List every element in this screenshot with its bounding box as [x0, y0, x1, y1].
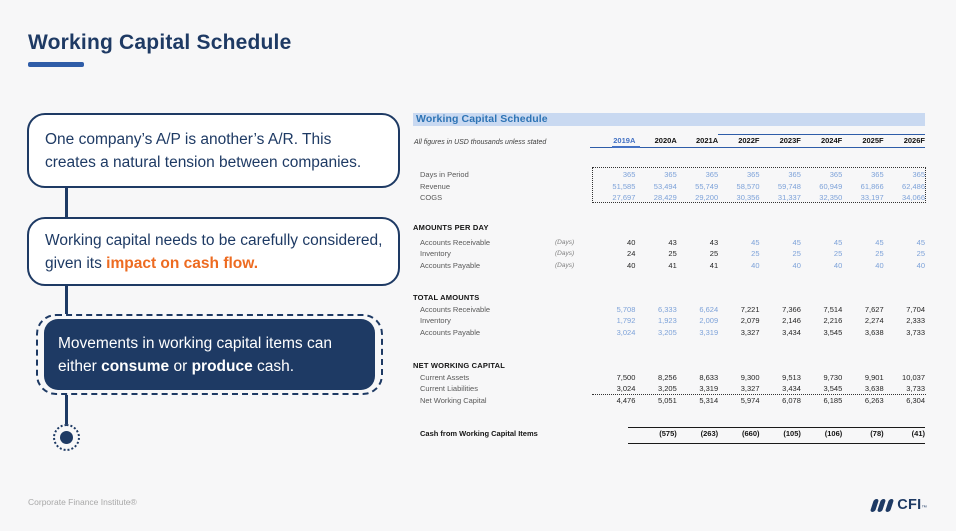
timeline-end-dot-icon	[60, 431, 73, 444]
year-header-row	[594, 135, 925, 146]
table-title: Working Capital Schedule	[413, 113, 925, 126]
value-cell: 365	[788, 170, 801, 180]
year-column-header: 2026F	[903, 136, 925, 145]
row-label: Inventory	[420, 249, 451, 259]
value-cell: (106)	[824, 428, 843, 438]
value-cell: 40	[875, 260, 884, 270]
table-row	[413, 292, 925, 303]
row-values	[594, 304, 925, 315]
connector-line	[65, 286, 68, 314]
value-cell: 41	[668, 260, 677, 270]
year-column-header: 2025F	[862, 136, 884, 145]
value-cell: 40	[792, 260, 801, 270]
value-cell: 10,037	[902, 372, 925, 382]
value-cell: 365	[871, 170, 884, 180]
value-cell: 8,256	[657, 372, 677, 382]
cfi-logo-bar-icon	[885, 499, 894, 512]
value-cell: 3,024	[616, 384, 636, 394]
value-cell: 61,866	[860, 181, 884, 191]
value-cell: 4,476	[616, 395, 636, 405]
connector-line	[65, 188, 68, 217]
value-cell: 365	[622, 170, 636, 180]
working-capital-schedule-table	[413, 113, 925, 458]
value-cell: 3,024	[616, 327, 636, 337]
value-cell: 3,638	[864, 384, 884, 394]
value-cell: 40	[627, 260, 636, 270]
value-cell: 31,337	[777, 192, 801, 202]
year-header-bottom-rule	[590, 147, 925, 148]
row-unit: (Days)	[555, 250, 575, 258]
row-label: COGS	[420, 192, 443, 202]
title-underline	[28, 62, 84, 67]
value-cell: 3,319	[699, 327, 719, 337]
row-label: Inventory	[420, 316, 451, 326]
value-cell: 365	[705, 170, 719, 180]
value-cell: 25	[916, 249, 925, 259]
value-cell: 2,009	[699, 316, 719, 326]
row-label: Accounts Payable	[420, 327, 481, 337]
value-cell: 27,697	[612, 192, 636, 202]
connector-line	[65, 395, 68, 424]
table-row	[413, 428, 925, 439]
value-cell: 3,434	[782, 327, 801, 337]
text-segment: Working capital needs to be carefully considered, given its	[45, 231, 383, 272]
value-cell: 45	[875, 237, 884, 247]
value-cell: 30,356	[736, 192, 760, 202]
cfi-trademark: ™	[921, 505, 927, 511]
callout-box-movements-text	[58, 332, 365, 378]
value-cell: 3,319	[699, 384, 719, 394]
text-segment: produce	[191, 357, 253, 375]
forecast-top-rule	[718, 134, 925, 135]
value-cell: 29,200	[695, 192, 719, 202]
value-cell: 45	[916, 237, 925, 247]
value-cell: 6,624	[699, 304, 719, 314]
table-row	[413, 304, 925, 315]
value-cell: 3,638	[864, 327, 884, 337]
value-cell: 2,079	[740, 316, 760, 326]
value-cell: 7,514	[823, 304, 843, 314]
value-cell: 24	[627, 249, 636, 259]
row-values	[594, 169, 925, 180]
value-cell: 62,486	[902, 181, 925, 191]
value-cell: 32,350	[819, 192, 843, 202]
table-row	[413, 395, 925, 406]
value-cell: 3,205	[657, 327, 677, 337]
value-cell: 60,949	[819, 181, 843, 191]
row-values	[594, 372, 925, 383]
table-row	[413, 181, 925, 192]
value-cell: 25	[792, 249, 801, 259]
row-label: Revenue	[420, 181, 451, 191]
table-subtitle: All figures in USD thousands unless stated	[414, 139, 547, 146]
year-column-header: 2019A	[613, 136, 636, 145]
value-cell: 6,263	[864, 395, 884, 405]
row-unit: (Days)	[555, 261, 575, 269]
value-cell: 7,366	[782, 304, 801, 314]
table-row	[413, 192, 925, 203]
row-label: Cash from Working Capital Items	[420, 428, 538, 438]
callout-box-cash-flow-text	[45, 229, 384, 275]
value-cell: 41	[709, 260, 719, 270]
callout-box-ap-ar-text: One company’s A/P is another’s A/R. This creates a natural tension between companies.	[45, 130, 362, 171]
row-label: Accounts Payable	[420, 260, 481, 270]
row-values	[594, 327, 925, 338]
value-cell: 43	[668, 237, 677, 247]
value-cell: 53,494	[653, 181, 677, 191]
value-cell: 6,078	[782, 395, 801, 405]
section-header: NET WORKING CAPITAL	[413, 361, 505, 371]
value-cell: 3,434	[782, 384, 801, 394]
value-cell: 40	[627, 237, 636, 247]
callout-box-movements	[44, 319, 375, 390]
row-values	[594, 260, 925, 271]
value-cell: 5,708	[616, 304, 636, 314]
value-cell: 3,327	[740, 327, 760, 337]
value-cell: 34,066	[902, 192, 925, 202]
footer-brand-text: Corporate Finance Institute®	[28, 497, 137, 507]
value-cell: 45	[833, 237, 843, 247]
row-label: Current Liabilities	[420, 384, 478, 394]
value-cell: 5,051	[657, 395, 677, 405]
year-column-header: 2020A	[654, 136, 677, 145]
value-cell: 40	[751, 260, 760, 270]
value-cell: 365	[829, 170, 843, 180]
table-row	[413, 260, 925, 271]
callout-box-cash-flow	[27, 217, 400, 286]
value-cell: 2,274	[864, 316, 884, 326]
value-cell: 45	[792, 237, 801, 247]
year-column-header: 2022F	[738, 136, 760, 145]
value-cell: 7,627	[864, 304, 884, 314]
text-segment: Movements in working capital items can either	[58, 334, 332, 375]
value-cell: 40	[833, 260, 843, 270]
value-cell: 6,333	[657, 304, 677, 314]
text-segment: consume	[101, 357, 170, 375]
row-values	[594, 248, 925, 259]
table-row	[413, 237, 925, 248]
value-cell: (263)	[700, 428, 719, 438]
table-row	[413, 315, 925, 326]
value-cell: (575)	[659, 428, 677, 438]
value-cell: 25	[709, 249, 719, 259]
value-cell: 58,570	[736, 181, 760, 191]
value-cell: 3,733	[906, 384, 925, 394]
value-cell: (41)	[911, 428, 925, 438]
table-row	[413, 248, 925, 259]
value-cell: 1,792	[616, 316, 636, 326]
callout-box-ap-ar	[27, 113, 400, 188]
value-cell: 28,429	[653, 192, 677, 202]
row-values	[594, 383, 925, 394]
value-cell: 25	[751, 249, 760, 259]
row-values	[594, 428, 925, 439]
value-cell: 365	[664, 170, 677, 180]
value-cell: (660)	[741, 428, 760, 438]
row-label: Net Working Capital	[420, 395, 487, 405]
year-column-header: 2021A	[696, 136, 719, 145]
row-values	[594, 181, 925, 192]
value-cell: 1,923	[657, 316, 677, 326]
value-cell: 25	[668, 249, 677, 259]
row-label: Accounts Receivable	[420, 237, 491, 247]
value-cell: 3,327	[740, 384, 760, 394]
value-cell: 55,749	[695, 181, 719, 191]
value-cell: (105)	[783, 428, 801, 438]
table-row	[413, 383, 925, 394]
value-cell: 9,513	[782, 372, 801, 382]
text-segment: cash.	[252, 357, 295, 375]
row-values	[594, 395, 925, 406]
year-column-header: 2023F	[779, 136, 801, 145]
row-values	[594, 315, 925, 326]
table-row	[413, 372, 925, 383]
row-unit: (Days)	[555, 238, 575, 246]
row-label: Accounts Receivable	[420, 304, 491, 314]
table-row	[413, 169, 925, 180]
value-cell: 5,314	[699, 395, 719, 405]
value-cell: 43	[709, 237, 719, 247]
section-header: AMOUNTS PER DAY	[413, 223, 489, 233]
value-cell: 2,333	[906, 316, 925, 326]
value-cell: 6,185	[823, 395, 843, 405]
value-cell: 25	[875, 249, 884, 259]
value-cell: 40	[916, 260, 925, 270]
value-cell	[594, 428, 635, 439]
row-values	[594, 237, 925, 248]
value-cell: 3,545	[823, 384, 843, 394]
page-title: Working Capital Schedule	[28, 31, 292, 54]
value-cell: 2,146	[782, 316, 801, 326]
row-label: Days in Period	[420, 170, 469, 180]
value-cell: 7,221	[740, 304, 760, 314]
value-cell: 25	[833, 249, 843, 259]
text-segment: or	[169, 357, 192, 375]
value-cell: 9,730	[823, 372, 843, 382]
value-cell: 2,216	[823, 316, 843, 326]
section-header: TOTAL AMOUNTS	[413, 292, 480, 302]
value-cell: 7,704	[906, 304, 925, 314]
cfi-logo	[872, 496, 927, 514]
cfi-logo-text: CFI	[897, 497, 922, 513]
value-cell: 365	[746, 170, 760, 180]
highlight-year-underline	[612, 146, 640, 148]
value-cell: 3,733	[906, 327, 925, 337]
year-column-header: 2024F	[820, 136, 843, 145]
value-cell: 3,545	[823, 327, 843, 337]
table-row	[413, 327, 925, 338]
value-cell: 6,304	[906, 395, 925, 405]
value-cell: 365	[912, 170, 925, 180]
value-cell: 59,748	[777, 181, 801, 191]
value-cell: 9,300	[740, 372, 760, 382]
table-row	[413, 222, 925, 233]
text-segment: impact on cash flow.	[106, 254, 259, 272]
value-cell: 9,901	[864, 372, 884, 382]
cash-row-bottom-rule	[628, 443, 925, 444]
value-cell: 45	[751, 237, 760, 247]
value-cell: 33,197	[860, 192, 884, 202]
row-label: Current Assets	[420, 372, 470, 382]
value-cell: 8,633	[699, 372, 719, 382]
value-cell: 51,585	[612, 181, 636, 191]
value-cell: 5,974	[740, 395, 760, 405]
value-cell: (78)	[870, 428, 884, 438]
table-row	[413, 360, 925, 371]
value-cell: 3,205	[657, 384, 677, 394]
row-values	[594, 192, 925, 203]
value-cell: 7,500	[616, 372, 636, 382]
